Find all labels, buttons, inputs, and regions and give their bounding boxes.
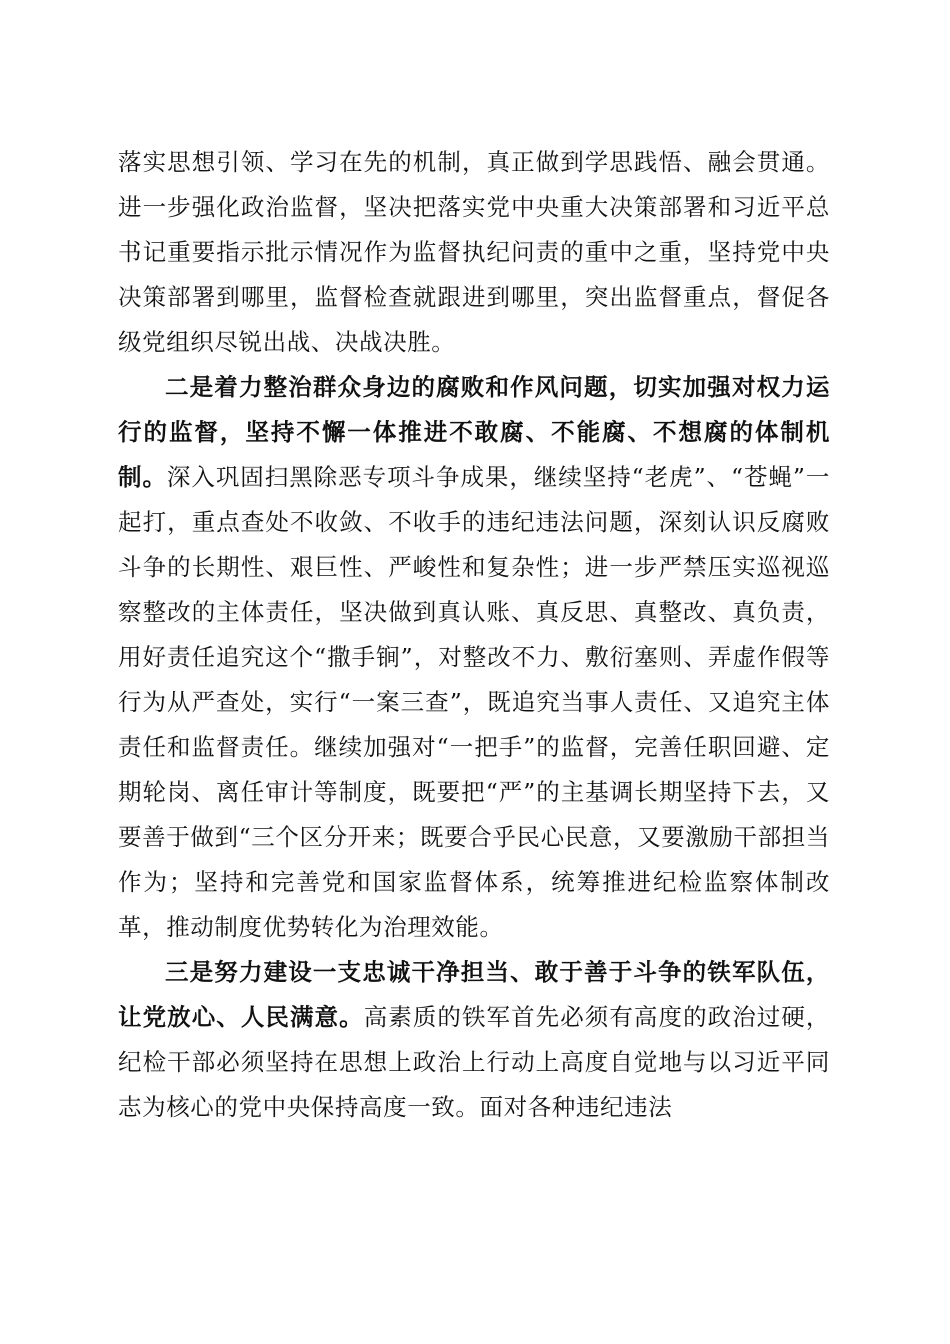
body-text (118, 140, 830, 1130)
paragraph-1-text: 落实思想引领、学习在先的机制，真正做到学思践悟、融会贯通。进一步强化政治监督，坚决把落实党中央重大决策部署和习近平总书记重要指示批示情况作为监督执纪问责的重中之重，坚持党中央决策部署到哪里，监督检查就跟进到哪里，突出监督重点，督促各级党组织尽锐出战、决战决胜。 (118, 148, 830, 356)
paragraph-2 (118, 365, 830, 950)
paragraph-3-lead: 三是努力建设一支忠诚干净担当、敢于善于斗争的铁军队伍，让党放心、人民满意。 (118, 958, 830, 1031)
paragraph-3-text: 高素质的铁军首先必须有高度的政治过硬，纪检干部必须坚持在思想上政治上行动上高度自觉地与以习近平同志为核心的党中央保持高度一致。面对各种违纪违法 (118, 1003, 831, 1121)
paragraph-3 (118, 950, 830, 1130)
paragraph-1 (118, 140, 830, 365)
paragraph-2-lead: 二是着力整治群众身边的腐败和作风问题，切实加强对权力运行的监督，坚持不懈一体推进不敢腐、不能腐、不想腐的体制机制。 (118, 373, 830, 491)
paragraph-2-text: 深入巩固扫黑除恶专项斗争成果，继续坚持“老虎”、“苍蝇”一起打，重点查处不收敛、不收手的违纪违法问题，深刻认识反腐败斗争的长期性、艰巨性、严峻性和复杂性；进一步严禁压实巡视巡察整改的主体责任，坚决做到真认账、真反思、真整改、真负责，用好责任追究这个“撒手锏”，对整改不力、敷衍塞则、弄虚作假等行为从严查处，实行“一案三查”，既追究当事人责任、又追究主体责任和监督责任。继续加强对“一把手”的监督，完善任职回避、定期轮岗、离任审计等制度，既要把“严”的主基调长期坚持下去，又要善于做到“三个区分开来；既要合乎民心民意，又要激励干部担当作为；坚持和完善党和国家监督体系，统筹推进纪检监察体制改革，推动制度优势转化为治理效能。 (118, 463, 830, 941)
